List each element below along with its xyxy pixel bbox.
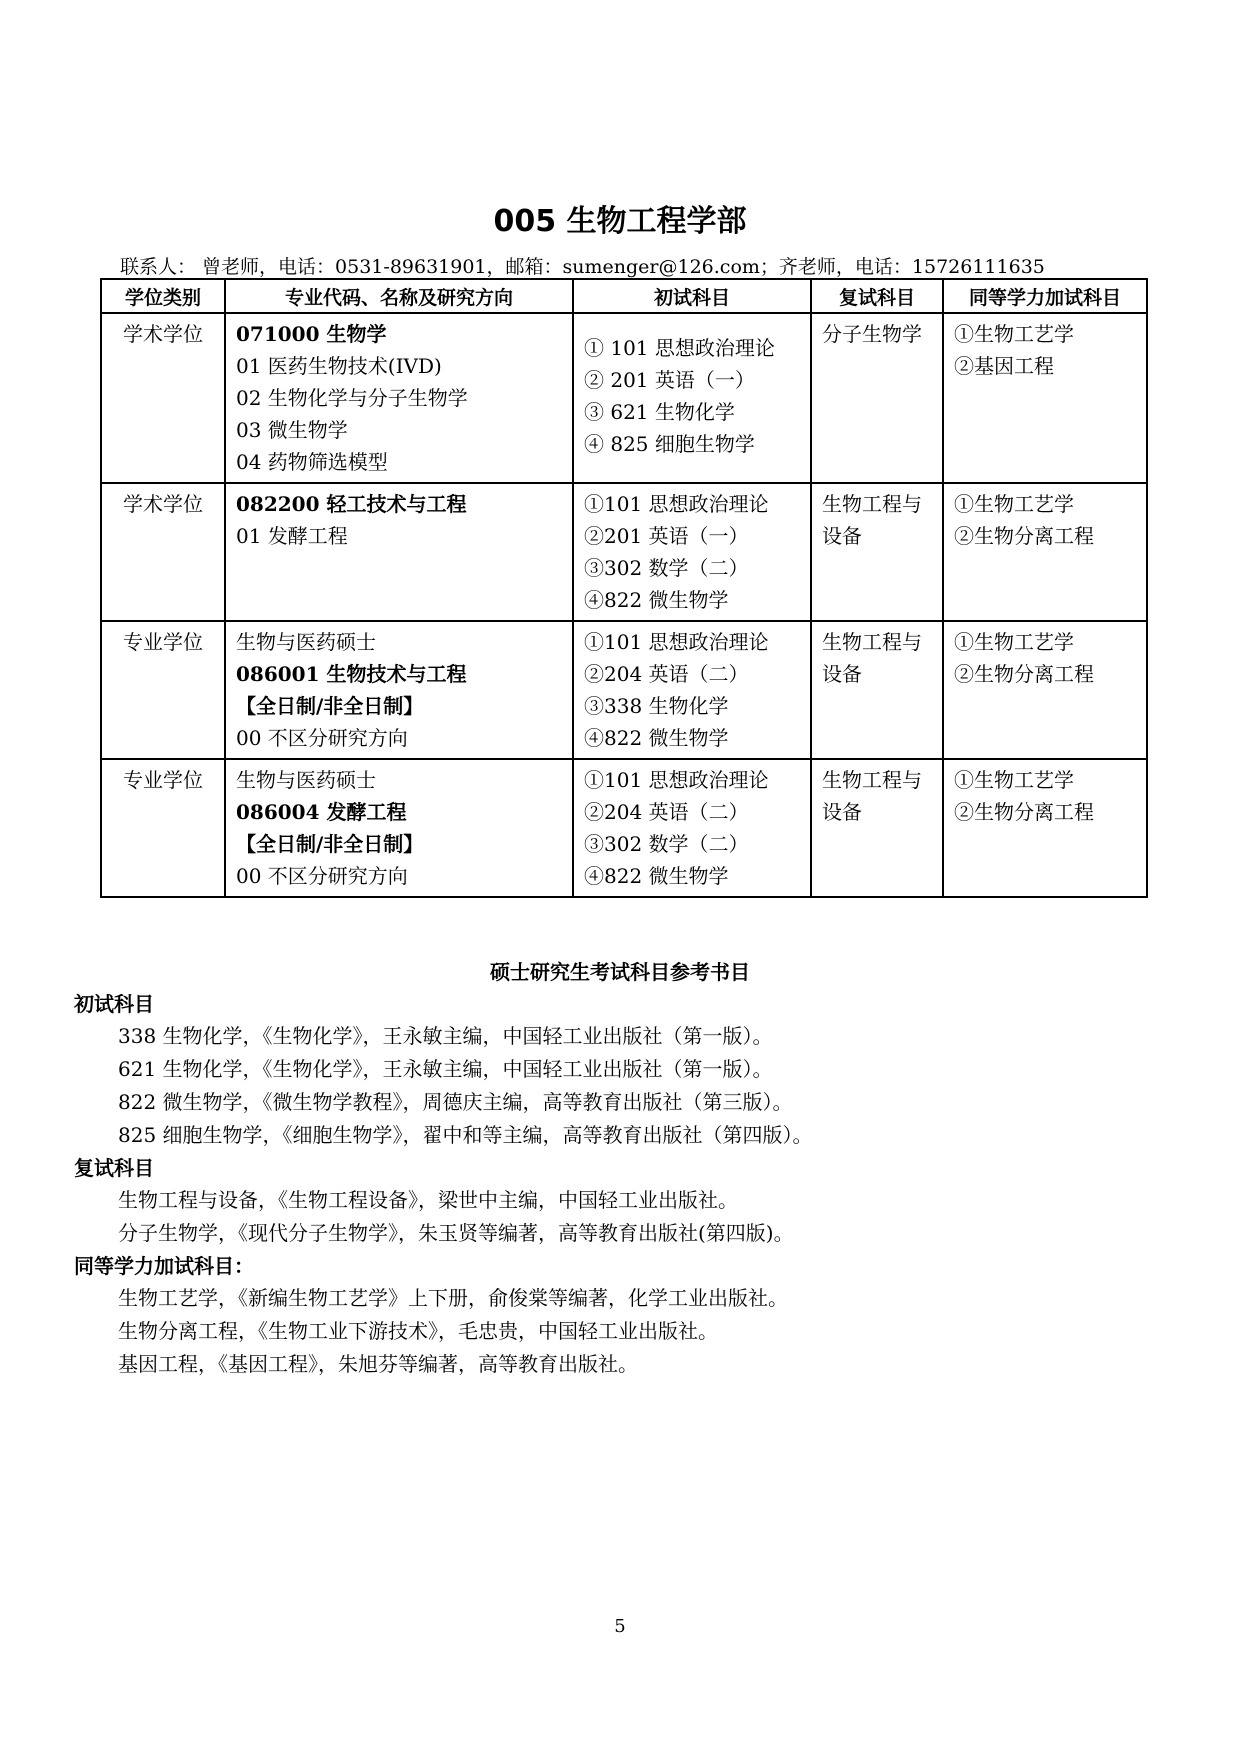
- books-heading-equivalent: 同等学力加试科目：: [74, 1254, 254, 1278]
- research-direction: 01 医药生物技术(IVD): [236, 354, 442, 378]
- initial-subject: ④822 微生物学: [584, 864, 729, 888]
- retest-cell: [811, 621, 943, 759]
- equivalent-subject: ②生物分离工程: [954, 800, 1094, 824]
- initial-subject: ④822 微生物学: [584, 726, 729, 750]
- degree-type-cell: [101, 621, 225, 759]
- initial-exam-cell: [573, 621, 811, 759]
- equivalent-subject: ①生物工艺学: [954, 492, 1074, 516]
- major-cell: [225, 483, 573, 621]
- initial-subject: ③302 数学（二）: [584, 832, 749, 856]
- page-number: 5: [614, 1616, 626, 1637]
- degree-type: 专业学位: [123, 768, 203, 792]
- header-major: 专业代码、名称及研究方向: [225, 279, 573, 313]
- initial-subject: ① 101 思想政治理论: [584, 336, 775, 360]
- research-direction: 04 药物筛选模型: [236, 450, 388, 474]
- retest-subject: 设备: [822, 800, 862, 824]
- book-item: 822 微生物学，《微生物学教程》，周德庆主编，高等教育出版社（第三版）。: [118, 1090, 793, 1114]
- book-item: 基因工程，《基因工程》，朱旭芬等编著，高等教育出版社。: [118, 1352, 638, 1376]
- initial-subject: ③ 621 生物化学: [584, 400, 735, 424]
- book-item: 825 细胞生物学，《细胞生物学》，翟中和等主编，高等教育出版社（第四版）。: [118, 1123, 813, 1147]
- research-direction: 00 不区分研究方向: [236, 864, 408, 888]
- degree-program: 生物与医药硕士: [236, 768, 376, 792]
- header-initial-exam: 初试科目: [573, 279, 811, 313]
- equivalent-subject: ①生物工艺学: [954, 322, 1074, 346]
- table-row: [101, 483, 1147, 621]
- initial-subject: ④ 825 细胞生物学: [584, 432, 755, 456]
- initial-subject: ②201 英语（一）: [584, 524, 749, 548]
- book-item: 生物工程与设备，《生物工程设备》，梁世中主编，中国轻工业出版社。: [118, 1188, 738, 1212]
- degree-type: 学术学位: [123, 322, 203, 346]
- equivalent-exam-cell: [943, 313, 1147, 483]
- retest-cell: [811, 759, 943, 897]
- retest-subject: 生物工程与: [822, 768, 922, 792]
- initial-subject: ③338 生物化学: [584, 694, 729, 718]
- initial-subject: ② 201 英语（一）: [584, 368, 755, 392]
- equivalent-subject: ②生物分离工程: [954, 662, 1094, 686]
- initial-exam-cell: [573, 759, 811, 897]
- equivalent-subject: ②生物分离工程: [954, 524, 1094, 548]
- major-code-name: 086004 发酵工程: [236, 800, 407, 824]
- degree-type: 专业学位: [123, 630, 203, 654]
- book-item: 生物分离工程，《生物工业下游技术》，毛忠贵，中国轻工业出版社。: [118, 1319, 718, 1343]
- major-code-name: 086001 生物技术与工程: [236, 662, 467, 686]
- table-row: [101, 759, 1147, 897]
- header-degree-type: 学位类别: [101, 279, 225, 313]
- header-equivalent-exam: 同等学力加试科目: [943, 279, 1147, 313]
- major-cell: [225, 759, 573, 897]
- equivalent-exam-cell: [943, 621, 1147, 759]
- header-retest: 复试科目: [811, 279, 943, 313]
- research-direction: 00 不区分研究方向: [236, 726, 408, 750]
- research-direction: 02 生物化学与分子生物学: [236, 386, 468, 410]
- retest-subject: 生物工程与: [822, 492, 922, 516]
- degree-type-cell: [101, 759, 225, 897]
- major-cell: [225, 621, 573, 759]
- reference-books: [74, 988, 813, 1381]
- study-mode: 【全日制/非全日制】: [236, 694, 424, 718]
- books-heading-initial: 初试科目: [74, 992, 154, 1016]
- equivalent-subject: ②基因工程: [954, 354, 1054, 378]
- admissions-table: [100, 278, 1148, 898]
- retest-subject: 分子生物学: [822, 322, 922, 346]
- major-code-name: 082200 轻工技术与工程: [236, 492, 467, 516]
- major-code-name: 071000 生物学: [236, 322, 387, 346]
- equivalent-exam-cell: [943, 483, 1147, 621]
- book-item: 生物工艺学，《新编生物工艺学》上下册，俞俊棠等编著，化学工业出版社。: [118, 1286, 788, 1310]
- degree-program: 生物与医药硕士: [236, 630, 376, 654]
- initial-subject: ②204 英语（二）: [584, 800, 749, 824]
- retest-subject: 设备: [822, 662, 862, 686]
- equivalent-exam-cell: [943, 759, 1147, 897]
- table-row: [101, 621, 1147, 759]
- initial-subject: ①101 思想政治理论: [584, 630, 769, 654]
- initial-subject: ①101 思想政治理论: [584, 768, 769, 792]
- contact-info: 联系人： 曾老师，电话：0531-89631901，邮箱：sumenger@126.com；齐老师，电话：15726111635: [120, 256, 1045, 278]
- reference-books-title: 硕士研究生考试科目参考书目: [490, 960, 750, 984]
- book-item: 分子生物学，《现代分子生物学》，朱玉贤等编著，高等教育出版社(第四版)。: [118, 1221, 794, 1245]
- initial-subject: ②204 英语（二）: [584, 662, 749, 686]
- book-item: 338 生物化学，《生物化学》，王永敏主编，中国轻工业出版社（第一版）。: [118, 1024, 773, 1048]
- initial-subject: ①101 思想政治理论: [584, 492, 769, 516]
- retest-subject: 设备: [822, 524, 862, 548]
- research-direction: 03 微生物学: [236, 418, 348, 442]
- study-mode: 【全日制/非全日制】: [236, 832, 424, 856]
- table-row: [101, 313, 1147, 483]
- degree-type: 学术学位: [123, 492, 203, 516]
- books-heading-retest: 复试科目: [74, 1156, 154, 1180]
- retest-cell: [811, 313, 943, 483]
- initial-exam-cell: [573, 483, 811, 621]
- book-item: 621 生物化学，《生物化学》，王永敏主编，中国轻工业出版社（第一版）。: [118, 1057, 773, 1081]
- degree-type-cell: [101, 313, 225, 483]
- research-direction: 01 发酵工程: [236, 524, 348, 548]
- equivalent-subject: ①生物工艺学: [954, 630, 1074, 654]
- initial-subject: ③302 数学（二）: [584, 556, 749, 580]
- initial-exam-cell: [573, 313, 811, 483]
- equivalent-subject: ①生物工艺学: [954, 768, 1074, 792]
- table-header-row: [101, 279, 1147, 313]
- page-title: 005 生物工程学部: [493, 204, 747, 239]
- retest-subject: 生物工程与: [822, 630, 922, 654]
- major-cell: [225, 313, 573, 483]
- degree-type-cell: [101, 483, 225, 621]
- retest-cell: [811, 483, 943, 621]
- initial-subject: ④822 微生物学: [584, 588, 729, 612]
